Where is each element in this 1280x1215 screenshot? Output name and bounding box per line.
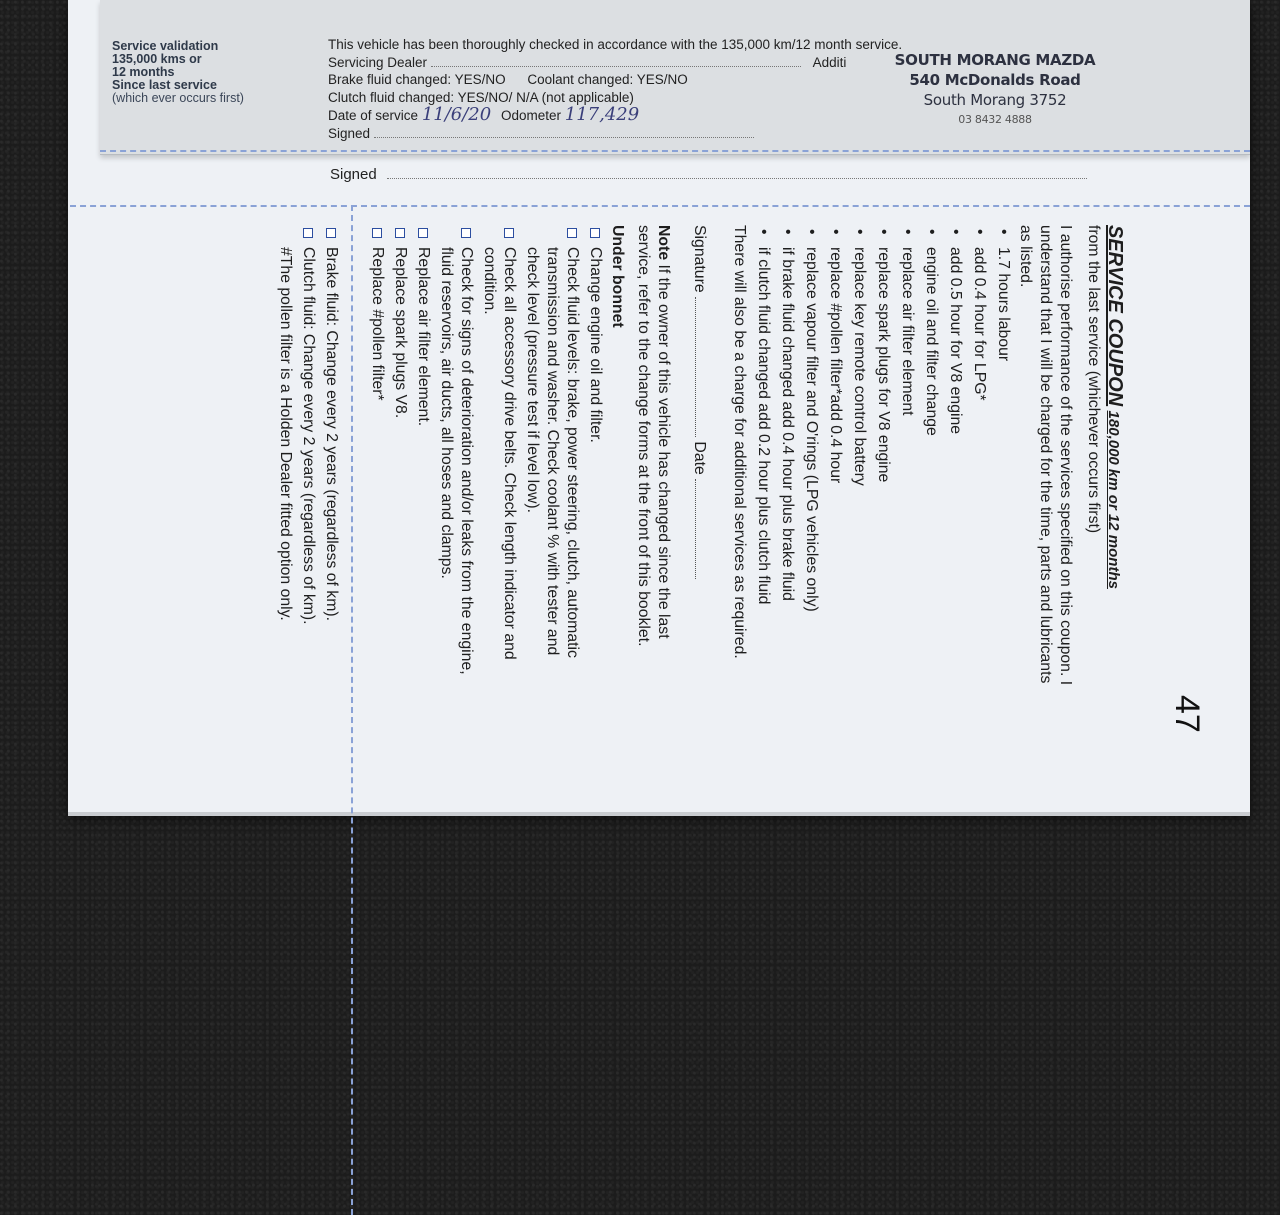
coupon-heading bbox=[1103, 225, 1125, 695]
coupon-subtitle: from the last service (whichever occurs first) bbox=[1085, 225, 1102, 534]
signature-field[interactable] bbox=[695, 297, 696, 437]
list-item: • if clutch fluid changed add 0.2 hour plus clutch fluid bbox=[753, 225, 773, 695]
validation-signed-label: Signed bbox=[328, 125, 371, 141]
coupon-tear-line bbox=[351, 205, 353, 1215]
checklist-item[interactable]: Replace spark plugs V8. bbox=[390, 225, 410, 695]
note bbox=[633, 225, 673, 695]
additional-charge-text: There will also be a charge for additional services as required. bbox=[731, 225, 748, 659]
list-item: • replace spark plugs for V8 engine bbox=[873, 225, 893, 695]
note-label: Note bbox=[655, 225, 672, 261]
stamp-line: 540 McDonalds Road bbox=[909, 71, 1081, 89]
checklist-item[interactable]: Clutch fluid: Change every 2 years (regardless of km). bbox=[298, 225, 318, 695]
coupon-title: SERVICE COUPON bbox=[1104, 225, 1126, 407]
list-item: • add 0.5 hour for V8 engine bbox=[945, 225, 965, 695]
checklist-item[interactable]: Brake fluid: Change every 2 years (regardless of km). bbox=[321, 225, 341, 695]
validation-line: Since last service bbox=[112, 78, 217, 92]
stamp-line: South Morang 3752 bbox=[923, 91, 1067, 109]
stamp-line: 03 8432 4888 bbox=[958, 113, 1032, 126]
stamp-line: SOUTH MORANG MAZDA bbox=[894, 51, 1096, 69]
under-bonnet-title: Under bonnet bbox=[609, 225, 626, 328]
signature-label: Signature bbox=[691, 225, 708, 293]
checklist-item[interactable]: Replace #pollen filter* bbox=[367, 225, 387, 695]
service-validation-strip bbox=[100, 0, 1250, 155]
date-of-service-label: Date of service bbox=[328, 108, 419, 123]
checklist-item[interactable]: Change engine oil and filter. bbox=[585, 225, 605, 695]
checklist-item[interactable]: Replace air filter element. bbox=[413, 225, 433, 695]
list-item: • 1.7 hours labour bbox=[993, 225, 1013, 695]
signature-row bbox=[689, 225, 709, 695]
dealer-stamp bbox=[870, 50, 1120, 130]
footer-list bbox=[275, 225, 341, 695]
list-item: • if brake fluid changed add 0.4 hour plus brake fluid bbox=[777, 225, 797, 695]
tear-line-top bbox=[100, 150, 1250, 152]
signed-row bbox=[330, 166, 1087, 183]
date-field[interactable] bbox=[695, 479, 696, 579]
charges-list bbox=[753, 225, 1013, 695]
list-item: • replace air filter element bbox=[897, 225, 917, 695]
list-item: • replace key remote control battery bbox=[849, 225, 869, 695]
validation-line: 12 months bbox=[112, 65, 175, 79]
list-item: • replace vapour filter and O'rings (LPG vehicles only) bbox=[801, 225, 821, 695]
service-coupon bbox=[115, 225, 1206, 733]
validation-statement: This vehicle has been thoroughly checked in accordance with the 135,000 km/12 month service. bbox=[328, 37, 903, 52]
checklist-item[interactable]: Check for signs of deterioration and/or leaks from the engine, fluid reservoirs, air ducts, all hoses and clamps. bbox=[436, 225, 476, 695]
validation-signed-field[interactable] bbox=[374, 125, 754, 138]
servicing-dealer-field[interactable] bbox=[431, 54, 801, 67]
date-of-service-value[interactable]: 11/6/20 bbox=[421, 104, 492, 125]
coupon-interval: 180,000 km or 12 months bbox=[1105, 410, 1122, 589]
checklist-item[interactable]: Check fluid levels: brake, power steering, clutch, automatic transmission and washer. Check coolant % with tester and check level (pressure test if level low). bbox=[522, 225, 582, 695]
tear-line bbox=[70, 205, 1250, 207]
under-bonnet-list bbox=[367, 225, 605, 695]
signed-field[interactable] bbox=[387, 178, 1087, 179]
validation-line: (which ever occurs first) bbox=[112, 91, 244, 105]
validation-heading bbox=[112, 40, 302, 105]
coolant-label: Coolant changed: YES/NO bbox=[527, 72, 688, 87]
authorise-text: I authorise performance of the services specified on this coupon. I understand that I will be charged for the time, parts and lubricants as listed. bbox=[1017, 225, 1074, 686]
validation-line: Service validation bbox=[112, 39, 219, 53]
page-number: 47 bbox=[1168, 695, 1206, 733]
odometer-value[interactable]: 117,429 bbox=[564, 104, 640, 125]
additional-label: Additi bbox=[812, 54, 847, 70]
brake-fluid-label: Brake fluid changed: YES/NO bbox=[328, 72, 506, 87]
note-text: If the owner of this vehicle has changed since the last service, refer to the change forms at the front of this booklet. bbox=[635, 225, 672, 647]
list-item: • add 0.4 hour for LPG* bbox=[969, 225, 989, 695]
validation-line: 135,000 kms or bbox=[112, 52, 202, 66]
clutch-fluid-label: Clutch fluid changed: YES/NO/ N/A (not applicable) bbox=[328, 89, 634, 105]
checklist-item[interactable]: Check all accessory drive belts. Check length indicator and condition. bbox=[479, 225, 519, 695]
list-item: • replace #pollen filter*add 0.4 hour bbox=[825, 225, 845, 695]
page-edge bbox=[68, 812, 1250, 816]
date-label: Date bbox=[691, 441, 708, 475]
servicing-dealer-label: Servicing Dealer bbox=[328, 54, 428, 70]
signed-label: Signed bbox=[330, 166, 377, 183]
list-item: • engine oil and filter change bbox=[921, 225, 941, 695]
odometer-label: Odometer bbox=[500, 108, 561, 123]
footnote: #The pollen filter is a Holden Dealer fitted option only. bbox=[277, 247, 294, 621]
